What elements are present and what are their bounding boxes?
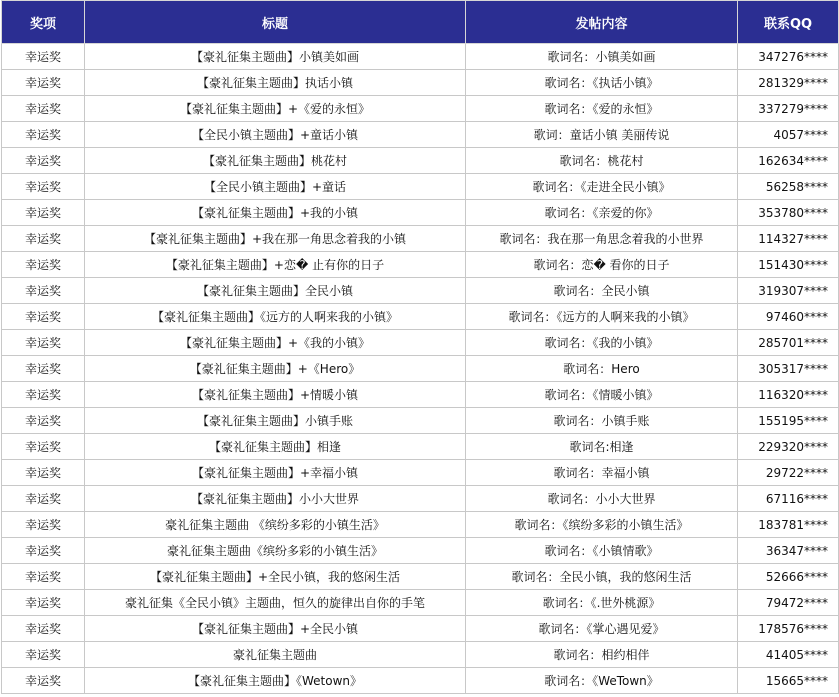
award-cell: 幸运奖 xyxy=(2,512,85,538)
table-body xyxy=(2,44,839,694)
qq-cell: 36347**** xyxy=(738,538,839,564)
award-cell: 幸运奖 xyxy=(2,70,85,96)
table-row xyxy=(2,226,839,252)
content-cell: 歌词名：《执话小镇》 xyxy=(466,70,738,96)
qq-cell: 347276**** xyxy=(738,44,839,70)
award-cell: 幸运奖 xyxy=(2,174,85,200)
content-cell: 歌词名：小镇手账 xyxy=(466,408,738,434)
title-cell: 【豪礼征集主题曲】+幸福小镇 xyxy=(85,460,466,486)
award-cell: 幸运奖 xyxy=(2,460,85,486)
table-row xyxy=(2,278,839,304)
table-row xyxy=(2,434,839,460)
qq-cell: 178576**** xyxy=(738,616,839,642)
table-row xyxy=(2,382,839,408)
title-cell: 【豪礼征集主题曲】+我在那一角思念着我的小镇 xyxy=(85,226,466,252)
table-row xyxy=(2,590,839,616)
title-cell: 【豪礼征集主题曲】小小大世界 xyxy=(85,486,466,512)
qq-cell: 337279**** xyxy=(738,96,839,122)
qq-cell: 229320**** xyxy=(738,434,839,460)
content-cell: 歌词名：《走进全民小镇》 xyxy=(466,174,738,200)
table-row xyxy=(2,122,839,148)
award-cell: 幸运奖 xyxy=(2,486,85,512)
title-cell: 【全民小镇主题曲】+童话小镇 xyxy=(85,122,466,148)
table-row xyxy=(2,512,839,538)
content-cell: 歌词名：幸福小镇 xyxy=(466,460,738,486)
table-row xyxy=(2,96,839,122)
title-cell: 【豪礼征集主题曲】相逢 xyxy=(85,434,466,460)
header-row xyxy=(2,1,839,44)
title-cell: 【豪礼征集主题曲】+《我的小镇》 xyxy=(85,330,466,356)
award-cell: 幸运奖 xyxy=(2,278,85,304)
award-cell: 幸运奖 xyxy=(2,122,85,148)
title-cell: 【豪礼征集主题曲】小镇美如画 xyxy=(85,44,466,70)
qq-cell: 319307**** xyxy=(738,278,839,304)
title-cell: 【全民小镇主题曲】+童话 xyxy=(85,174,466,200)
title-cell: 豪礼征集主题曲 《缤纷多彩的小镇生活》 xyxy=(85,512,466,538)
title-cell: 【豪礼征集主题曲】+全民小镇，我的悠闲生活 xyxy=(85,564,466,590)
award-cell: 幸运奖 xyxy=(2,382,85,408)
award-cell: 幸运奖 xyxy=(2,434,85,460)
title-cell: 【豪礼征集主题曲】小镇手账 xyxy=(85,408,466,434)
award-cell: 幸运奖 xyxy=(2,252,85,278)
title-cell: 【豪礼征集主题曲】全民小镇 xyxy=(85,278,466,304)
header-award: 奖项 xyxy=(2,1,85,44)
content-cell: 歌词名：小小大世界 xyxy=(466,486,738,512)
title-cell: 豪礼征集主题曲《缤纷多彩的小镇生活》 xyxy=(85,538,466,564)
content-cell: 歌词名：《我的小镇》 xyxy=(466,330,738,356)
header-title: 标题 xyxy=(85,1,466,44)
award-cell: 幸运奖 xyxy=(2,642,85,668)
content-cell: 歌词名：恋� 看你的日子 xyxy=(466,252,738,278)
content-cell: 歌词名：我在那一角思念着我的小世界 xyxy=(466,226,738,252)
content-cell: 歌词名：Hero xyxy=(466,356,738,382)
title-cell: 【豪礼征集主题曲】执话小镇 xyxy=(85,70,466,96)
qq-cell: 56258**** xyxy=(738,174,839,200)
table-row xyxy=(2,304,839,330)
award-cell: 幸运奖 xyxy=(2,44,85,70)
qq-cell: 162634**** xyxy=(738,148,839,174)
table-row xyxy=(2,616,839,642)
award-cell: 幸运奖 xyxy=(2,668,85,694)
content-cell: 歌词名：全民小镇 xyxy=(466,278,738,304)
title-cell: 【豪礼征集主题曲】+《爱的永恒》 xyxy=(85,96,466,122)
table-row xyxy=(2,564,839,590)
title-cell: 豪礼征集主题曲 xyxy=(85,642,466,668)
award-cell: 幸运奖 xyxy=(2,96,85,122)
table-row xyxy=(2,44,839,70)
award-cell: 幸运奖 xyxy=(2,200,85,226)
table-row xyxy=(2,252,839,278)
title-cell: 【豪礼征集主题曲】+《Hero》 xyxy=(85,356,466,382)
content-cell: 歌词名：《远方的人啊来我的小镇》 xyxy=(466,304,738,330)
content-cell: 歌词名：《爱的永恒》 xyxy=(466,96,738,122)
content-cell: 歌词名：《情暖小镇》 xyxy=(466,382,738,408)
award-cell: 幸运奖 xyxy=(2,356,85,382)
content-cell: 歌词名：全民小镇，我的悠闲生活 xyxy=(466,564,738,590)
qq-cell: 285701**** xyxy=(738,330,839,356)
table-row xyxy=(2,200,839,226)
table-row xyxy=(2,486,839,512)
content-cell: 歌词名：桃花村 xyxy=(466,148,738,174)
qq-cell: 116320**** xyxy=(738,382,839,408)
qq-cell: 67116**** xyxy=(738,486,839,512)
table-row xyxy=(2,538,839,564)
content-cell: 歌词名:相逢 xyxy=(466,434,738,460)
title-cell: 【豪礼征集主题曲】《Wetown》 xyxy=(85,668,466,694)
qq-cell: 281329**** xyxy=(738,70,839,96)
award-cell: 幸运奖 xyxy=(2,304,85,330)
content-cell: 歌词名：《WeTown》 xyxy=(466,668,738,694)
award-cell: 幸运奖 xyxy=(2,590,85,616)
title-cell: 【豪礼征集主题曲】《远方的人啊来我的小镇》 xyxy=(85,304,466,330)
qq-cell: 41405**** xyxy=(738,642,839,668)
qq-cell: 15665**** xyxy=(738,668,839,694)
content-cell: 歌词名：《掌心遇见爱》 xyxy=(466,616,738,642)
content-cell: 歌词名：《.世外桃源》 xyxy=(466,590,738,616)
award-cell: 幸运奖 xyxy=(2,408,85,434)
table-row xyxy=(2,148,839,174)
qq-cell: 114327**** xyxy=(738,226,839,252)
table-row xyxy=(2,668,839,694)
title-cell: 【豪礼征集主题曲】+情暖小镇 xyxy=(85,382,466,408)
title-cell: 【豪礼征集主题曲】+全民小镇 xyxy=(85,616,466,642)
qq-cell: 29722**** xyxy=(738,460,839,486)
content-cell: 歌词名：相约相伴 xyxy=(466,642,738,668)
qq-cell: 353780**** xyxy=(738,200,839,226)
table-row xyxy=(2,174,839,200)
table-row xyxy=(2,356,839,382)
award-cell: 幸运奖 xyxy=(2,564,85,590)
table-row xyxy=(2,460,839,486)
award-cell: 幸运奖 xyxy=(2,148,85,174)
content-cell: 歌词：童话小镇 美丽传说 xyxy=(466,122,738,148)
content-cell: 歌词名：《缤纷多彩的小镇生活》 xyxy=(466,512,738,538)
table-row xyxy=(2,408,839,434)
content-cell: 歌词名：《亲爱的你》 xyxy=(466,200,738,226)
table-row xyxy=(2,330,839,356)
qq-cell: 305317**** xyxy=(738,356,839,382)
content-cell: 歌词名：小镇美如画 xyxy=(466,44,738,70)
award-cell: 幸运奖 xyxy=(2,616,85,642)
award-cell: 幸运奖 xyxy=(2,226,85,252)
content-cell: 歌词名：《小镇情歌》 xyxy=(466,538,738,564)
header-content: 发帖内容 xyxy=(466,1,738,44)
qq-cell: 4057**** xyxy=(738,122,839,148)
winners-table xyxy=(1,0,839,694)
table-row xyxy=(2,70,839,96)
qq-cell: 151430**** xyxy=(738,252,839,278)
qq-cell: 183781**** xyxy=(738,512,839,538)
qq-cell: 52666**** xyxy=(738,564,839,590)
qq-cell: 97460**** xyxy=(738,304,839,330)
title-cell: 【豪礼征集主题曲】+我的小镇 xyxy=(85,200,466,226)
qq-cell: 155195**** xyxy=(738,408,839,434)
title-cell: 豪礼征集《全民小镇》主题曲，恒久的旋律出自你的手笔 xyxy=(85,590,466,616)
header-qq: 联系QQ xyxy=(738,1,839,44)
award-cell: 幸运奖 xyxy=(2,538,85,564)
qq-cell: 79472**** xyxy=(738,590,839,616)
table-row xyxy=(2,642,839,668)
title-cell: 【豪礼征集主题曲】桃花村 xyxy=(85,148,466,174)
title-cell: 【豪礼征集主题曲】+恋� 止有你的日子 xyxy=(85,252,466,278)
award-cell: 幸运奖 xyxy=(2,330,85,356)
